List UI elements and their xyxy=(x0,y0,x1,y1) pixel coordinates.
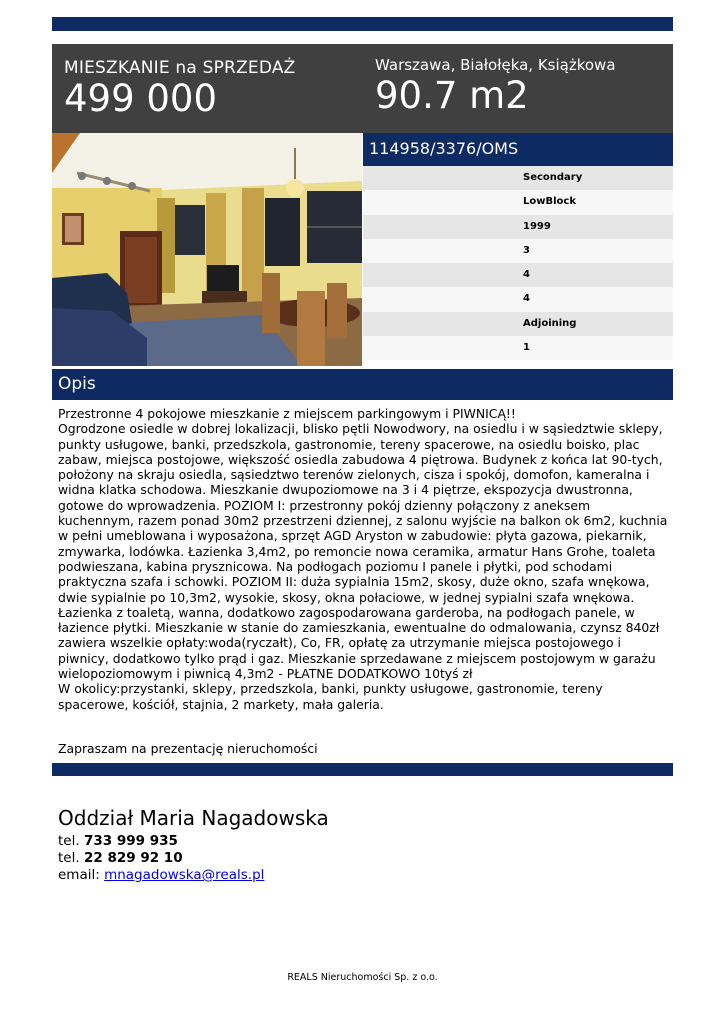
attribute-row xyxy=(363,263,673,287)
email-label: email: xyxy=(58,867,100,883)
email-line xyxy=(58,867,329,884)
description-title: Opis xyxy=(58,374,96,394)
attribute-row xyxy=(363,239,673,263)
attribute-row xyxy=(363,215,673,239)
description-body xyxy=(58,406,670,712)
attribute-row xyxy=(363,336,673,360)
phone-number: 733 999 935 xyxy=(83,833,178,849)
attribute-value: 1 xyxy=(523,342,530,354)
listing-type: MIESZKANIE na SPRZEDAŻ xyxy=(64,58,296,78)
email-link[interactable]: mnagadowska@reals.pl xyxy=(104,867,265,883)
attribute-value: LowBlock xyxy=(523,196,576,208)
listing-header xyxy=(52,44,673,133)
phone-number: 22 829 92 10 xyxy=(83,850,183,866)
reference-bar xyxy=(363,133,673,166)
attribute-row xyxy=(363,287,673,311)
attribute-value: 1999 xyxy=(523,220,551,232)
phone-label: tel. xyxy=(58,833,80,849)
footer-company: REALS Nieruchomości Sp. z o.o. xyxy=(287,972,438,983)
listing-price: 499 000 xyxy=(64,77,218,120)
phone-label: tel. xyxy=(58,850,80,866)
attribute-row xyxy=(363,312,673,336)
top-accent-bar xyxy=(52,17,673,31)
bottom-accent-bar xyxy=(52,763,673,776)
attribute-value: Secondary xyxy=(523,172,583,183)
attribute-row xyxy=(363,166,673,190)
office-name: Oddział Maria Nagadowska xyxy=(58,806,329,830)
attribute-row xyxy=(363,190,673,214)
attribute-value: 3 xyxy=(523,244,530,256)
property-photo xyxy=(52,133,362,366)
phone-line-1 xyxy=(58,833,329,850)
attribute-value: Adjoining xyxy=(523,317,577,329)
description-header xyxy=(52,369,673,400)
contact-block xyxy=(58,806,329,884)
attribute-value: 4 xyxy=(523,293,530,305)
presentation-invite: Zapraszam na prezentację nieruchomości xyxy=(58,741,318,756)
phone-line-2 xyxy=(58,850,329,867)
attributes-table xyxy=(363,166,673,360)
reference-number: 114958/3376/OMS xyxy=(369,139,519,158)
description-paragraph: Przestronne 4 pokojowe mieszkanie z miejscem parkingowym i PIWNICĄ!! xyxy=(58,406,516,421)
attribute-value: 4 xyxy=(523,269,530,281)
description-paragraph: Ogrodzone osiedle w dobrej lokalizacji, blisko pętli Nowodwory, na osiedlu i w sąsiedztwie sklepy, punkty usługowe, banki, przedszkola, gastronomie, tereny spacerowe, na osiedlu boisko, plac zabaw, miejsca postojowe, większość osiedla zabudowa 4 piętrowa. Budynek z końca lat 90-tych, położony na skraju osiedla, sąsiedztwo terenów zielonych, cisza i spokój, domofon, kameralna i widna klatka schodowa. Mieszkanie dwupoziomowe na 3 i 4 piętrze, ekspozycja dwustronna, gotowe do wprowadzenia. POZIOM I: przestronny pokój dzienny połączony z aneksem kuchennym, razem ponad 30m2 przestrzeni dziennej, z salonu wyjście na balkon ok 6m2, kuchnia w pełni umeblowana i wyposażona, sprzęt AGD Aryston w zabudowie: płyta gazowa, piekarnik, zmywarka, lodówka. Łazienka 3,4m2, po remoncie nowa ceramika, armatur Hans Grohe, toaleta podwieszana, kabina prysznicowa. Na podłogach poziomu I panele i płytki, pod schodami praktyczna szafa i schowki. POZIOM II: duża sypialnia 15m2, skosy, duże okno, szafa wnękowa, dwie sypialnie po 10,3m2, wysokie, skosy, okna połaciowe, w jednej sypialni szafa wnękowa. Łazienka z toaletą, wanna, dodatkowo zagospodarowana garderoba, na podłogach panele, w łazience płytki. Mieszkanie w stanie do zamieszkania, ewentualne do odmalowania, czynsz 840zł zawiera wszelkie opłaty:woda(ryczałt), Co, FR, opłatę za utrzymanie miejsca postojowego i piwnicy, dodatkowo tylko prąd i gaz. Mieszkanie sprzedawane z miejscem postojowym w garażu wielopoziomowym i piwnicą 4,3m2 - PŁATNE DODATKOWO 10tyś zł xyxy=(58,421,668,682)
listing-area: 90.7 m2 xyxy=(375,74,529,117)
listing-location: Warszawa, Białołęka, Książkowa xyxy=(375,56,616,74)
description-paragraph: W okolicy:przystanki, sklepy, przedszkola, banki, punkty usługowe, gastronomie, tereny spacerowe, kościół, stajnia, 2 markety, mała galeria. xyxy=(58,681,603,712)
